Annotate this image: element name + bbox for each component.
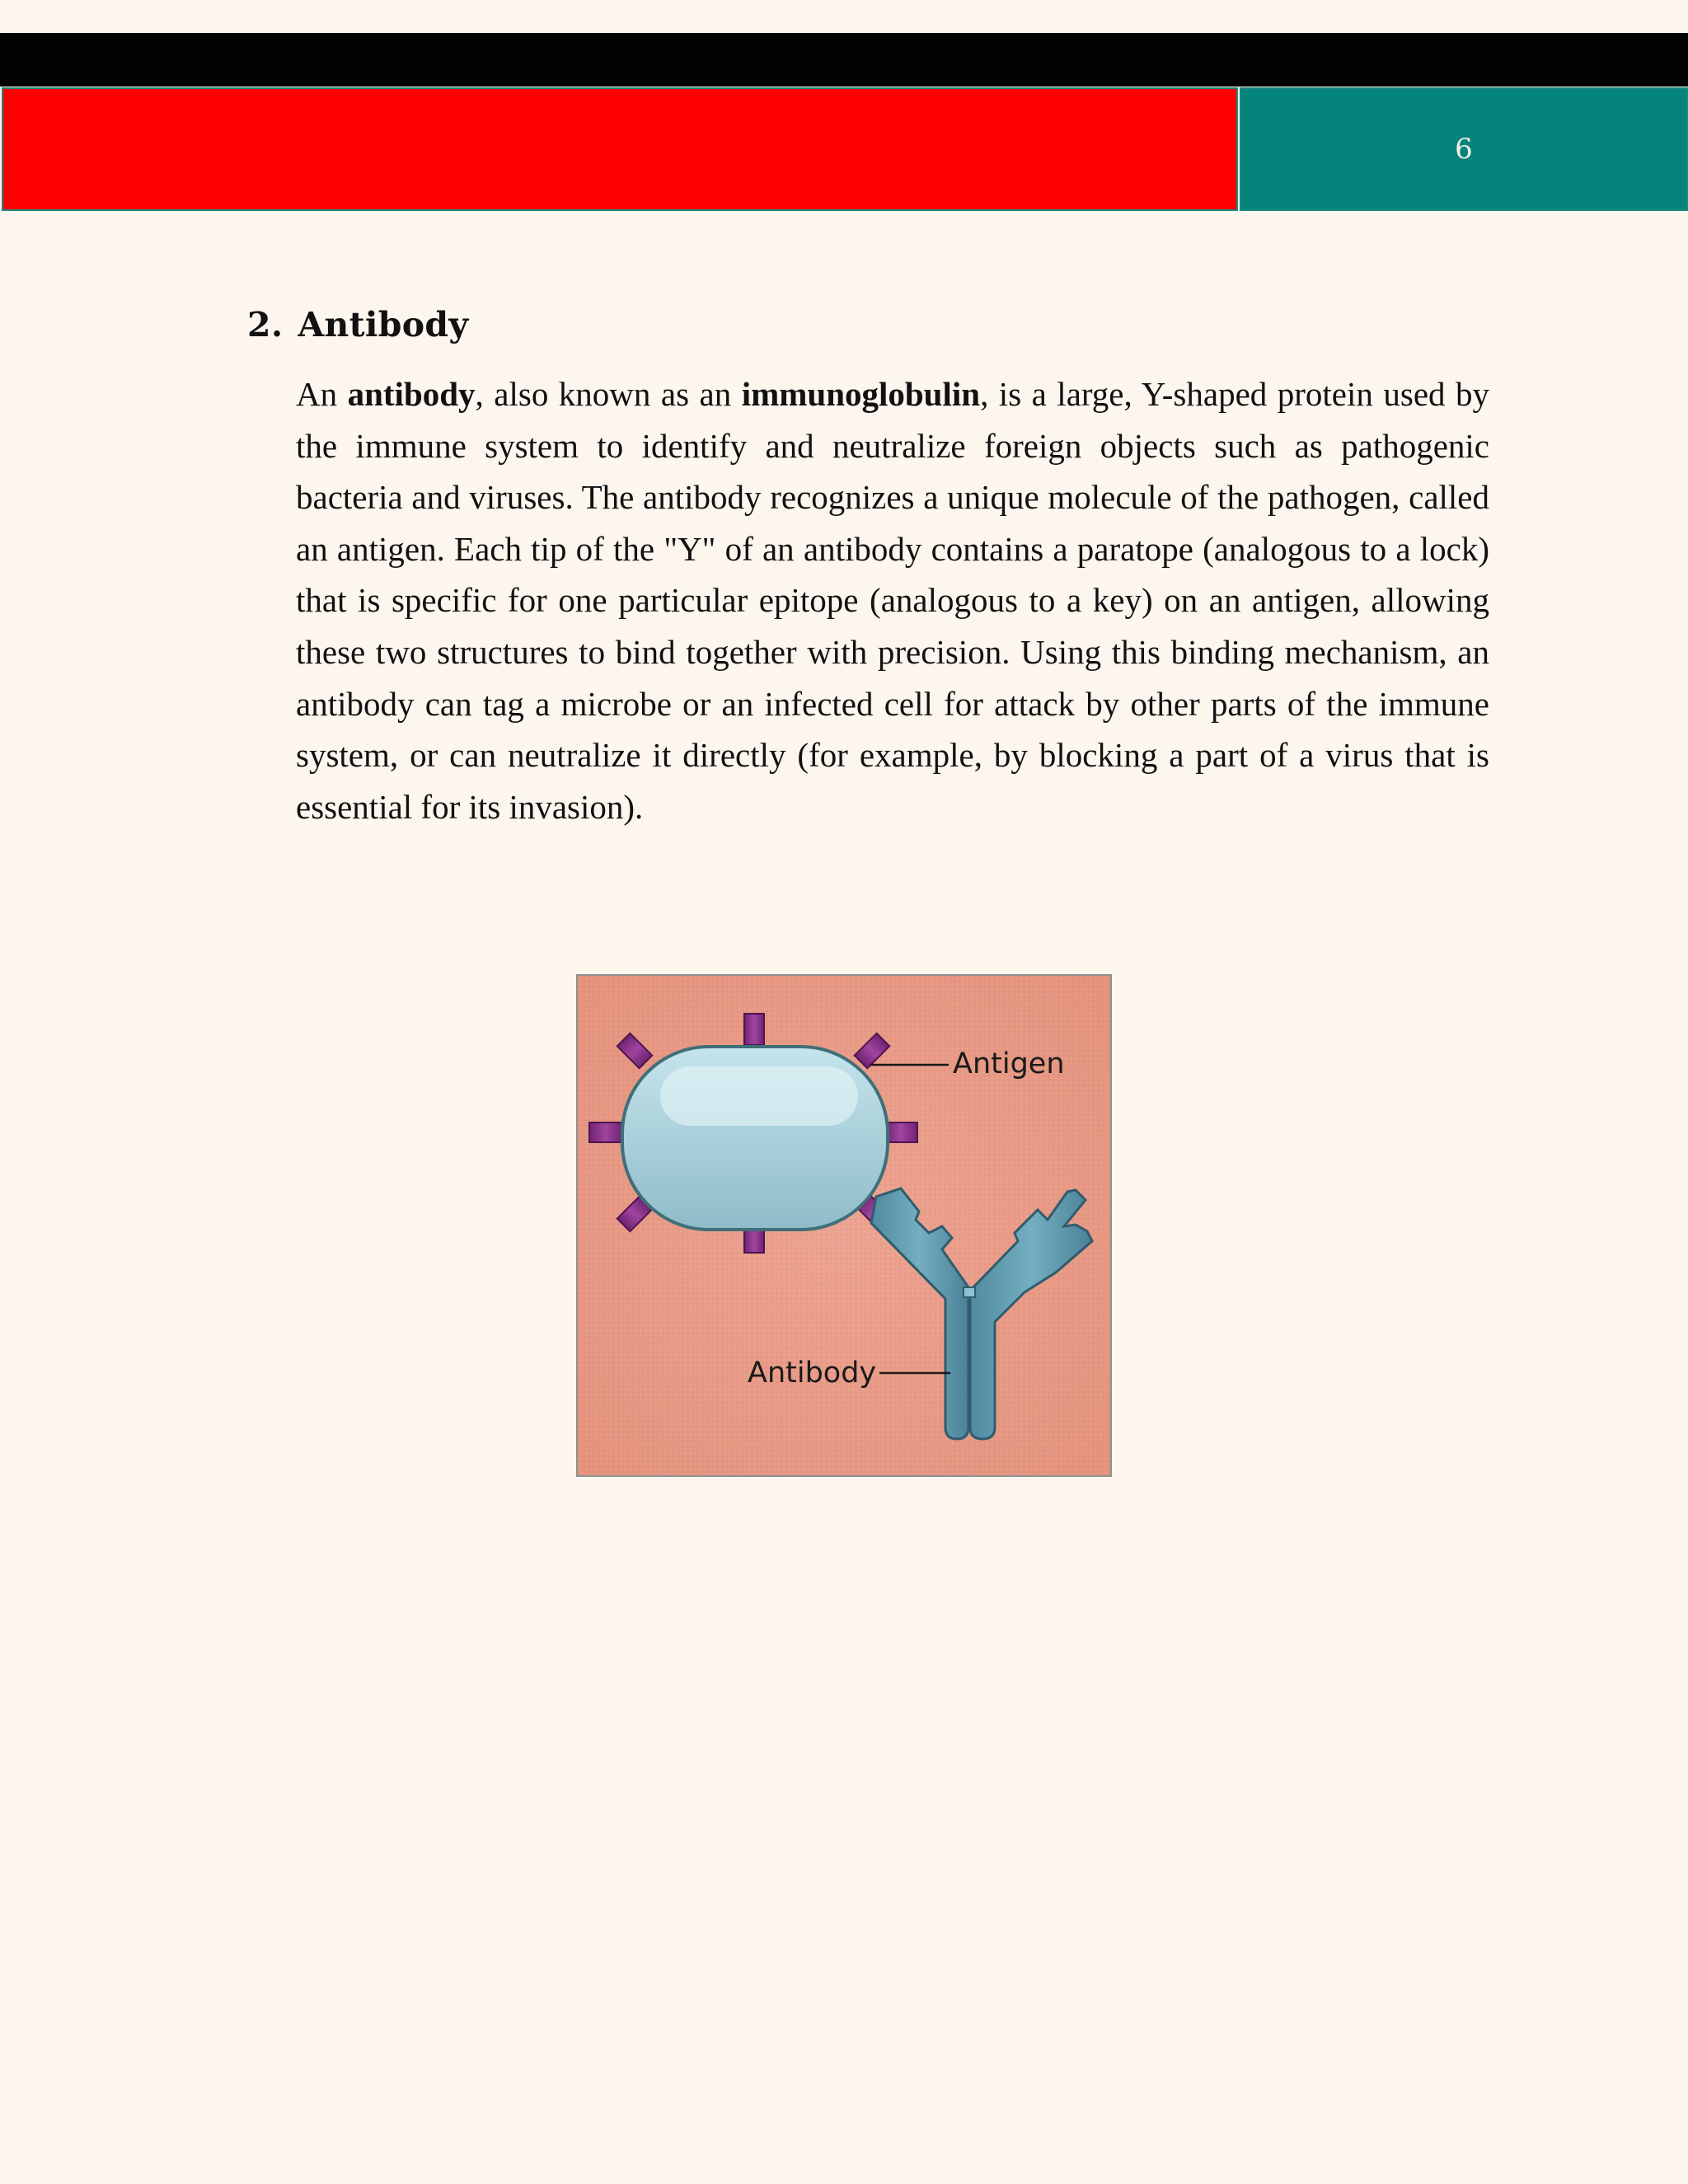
body-paragraph [296,368,1489,832]
paragraph-text: , also known as an [475,375,742,413]
page-number: 6 [1455,133,1473,166]
header-page-number-box [1240,87,1688,211]
header-red-band [2,87,1238,211]
top-black-bar [0,33,1688,87]
antigen-label: Antigen [953,1047,1065,1080]
antigen-highlight [660,1066,858,1126]
antigen-spike [589,1122,622,1142]
section-number: 2. [247,305,284,344]
term-immunoglobulin: immunoglobulin [741,375,981,413]
antibody-label: Antibody [748,1357,877,1390]
term-antibody: antibody [347,375,476,413]
section-heading [247,305,468,344]
antibody-antigen-illustration [578,976,1110,1475]
section-title: Antibody [298,305,469,344]
antibody-hinge [964,1287,975,1297]
antibody-antigen-figure [576,974,1112,1477]
paragraph-text: , is a large, Y-shaped protein used by the immune system to identify and neutralize foreign objects such as pathogenic bacteria and viruses. The antibody recognizes a unique molecule of the pathogen, called an antigen. Each tip of the "Y" of an antibody contains a paratope (analogous to a lock) that is specific for one particular epitope (analogous to a key) on an antigen, allowing these two structures to bind together with precision. Using this binding mechanism, an antibody can tag a microbe or an infected cell for attack by other parts of the immune system, or can neutralize it directly (for example, by blocking a part of a virus that is essential for its invasion). [296,375,1489,826]
antigen-spike [744,1014,764,1045]
paragraph-text: An [296,375,348,413]
